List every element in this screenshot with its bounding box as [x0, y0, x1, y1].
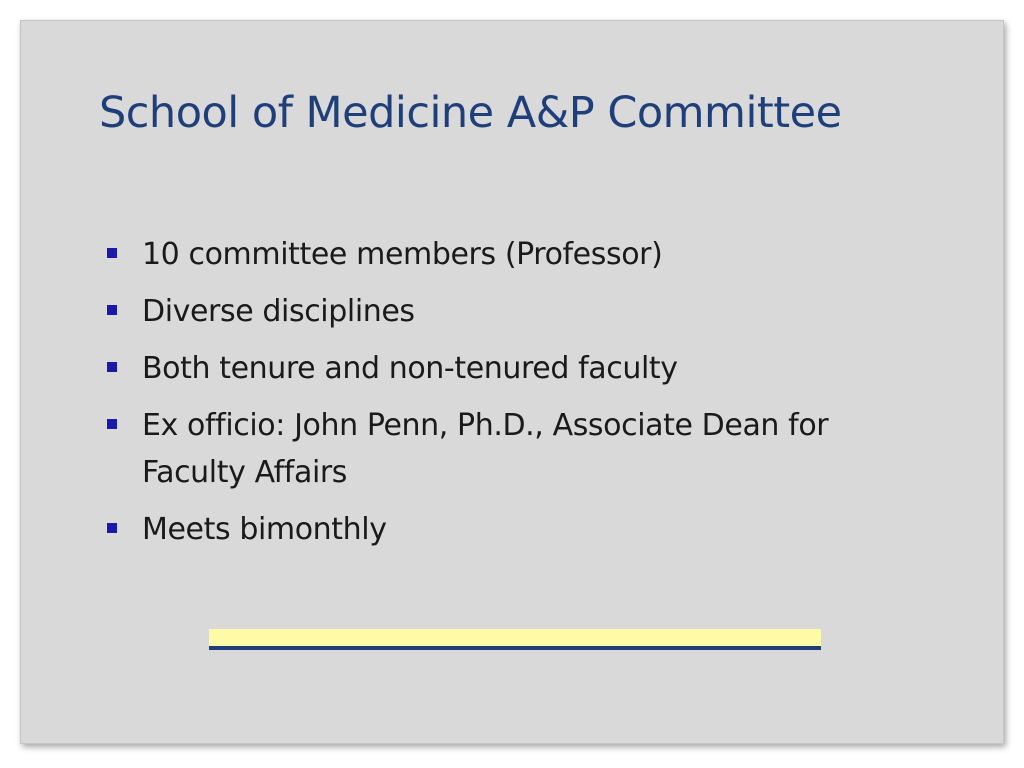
square-bullet-icon	[107, 419, 117, 429]
square-bullet-icon	[107, 362, 117, 372]
decorative-divider	[209, 629, 821, 651]
bullet-text: Diverse disciplines	[142, 294, 415, 329]
bullet-item	[103, 345, 923, 392]
bullet-text: Ex officio: John Penn, Ph.D., Associate Dean for Faculty Affairs	[142, 408, 829, 490]
square-bullet-icon	[107, 523, 117, 533]
bullet-item	[103, 288, 923, 335]
bullet-text: 10 committee members (Professor)	[142, 237, 663, 272]
bullet-text: Meets bimonthly	[142, 512, 387, 547]
bullet-item	[103, 506, 923, 553]
square-bullet-icon	[107, 305, 117, 315]
slide	[20, 20, 1004, 744]
divider-highlight	[209, 629, 821, 646]
bullet-list	[103, 231, 923, 563]
slide-title: School of Medicine A&P Committee	[99, 88, 842, 138]
divider-underline	[209, 646, 821, 650]
bullet-item	[103, 231, 923, 278]
square-bullet-icon	[107, 248, 117, 258]
bullet-text: Both tenure and non-tenured faculty	[142, 351, 678, 386]
bullet-item	[103, 402, 923, 496]
